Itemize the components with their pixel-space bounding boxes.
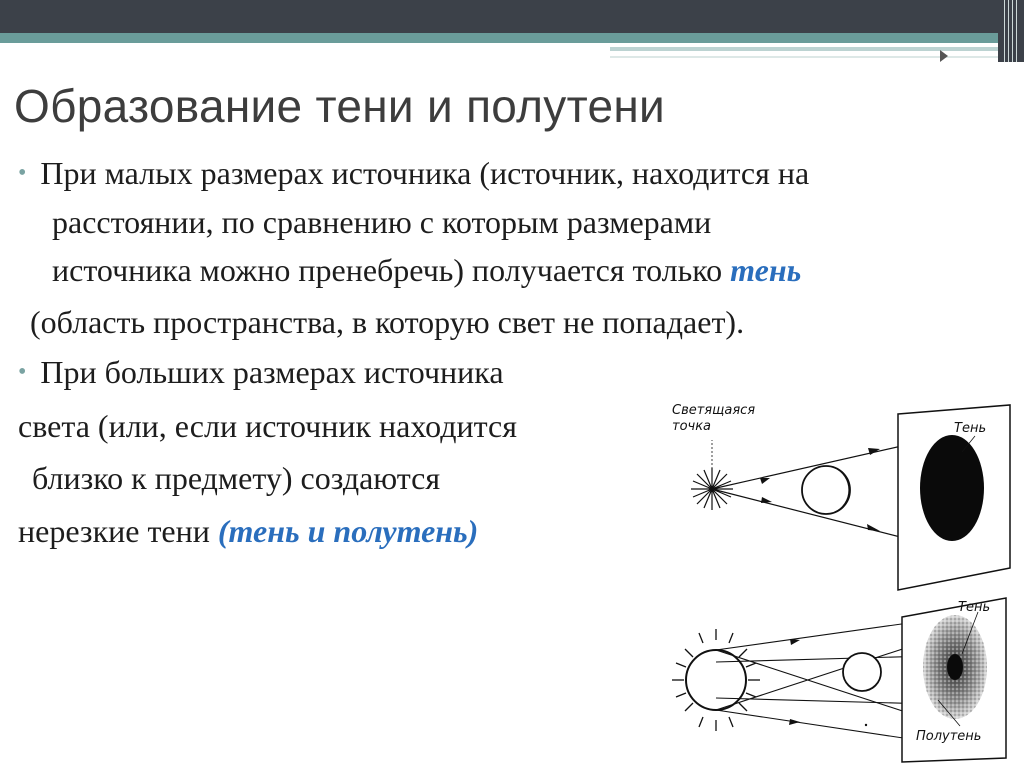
bullet1-line4: (область пространства, в которую свет не попадает). bbox=[30, 304, 745, 340]
slide-title: Образование тени и полутени bbox=[14, 80, 666, 132]
bullet1-line3: источника можно пренебречь) получается только тень bbox=[52, 252, 802, 288]
bullet2-line3: близко к предмету) создаются bbox=[32, 460, 441, 496]
shadow-label-bottom: Тень bbox=[958, 600, 991, 615]
bullet1-line1: • При малых размерах источника (источник, находится на bbox=[18, 155, 810, 191]
source-label-2: точка bbox=[672, 419, 712, 434]
penumbra-label: Полутень bbox=[916, 729, 982, 744]
bullet-icon: • bbox=[18, 359, 27, 385]
shadow-label-top: Тень bbox=[954, 421, 987, 436]
bullet-icon: • bbox=[18, 160, 27, 186]
bullet2-line4: нерезкие тени (тень и полутень) bbox=[18, 513, 479, 549]
bullet2-line1: • При больших размерах источника bbox=[18, 354, 504, 390]
umbra-shape bbox=[947, 654, 963, 680]
extended-source-icon bbox=[686, 650, 746, 710]
bullet2-line2: света (или, если источник находится bbox=[18, 408, 517, 444]
point-source-diagram bbox=[672, 403, 1010, 590]
shadow-shape bbox=[920, 435, 984, 541]
bullet1-line2: расстоянии, по сравнению с которым размерами bbox=[52, 204, 712, 240]
term-shadow: тень bbox=[730, 252, 802, 288]
source-label-1: Светящаяся bbox=[672, 403, 756, 418]
term-shadow-penumbra: (тень и полутень) bbox=[217, 513, 479, 549]
extended-source-diagram bbox=[672, 598, 1006, 762]
object-sphere-icon bbox=[843, 653, 881, 691]
